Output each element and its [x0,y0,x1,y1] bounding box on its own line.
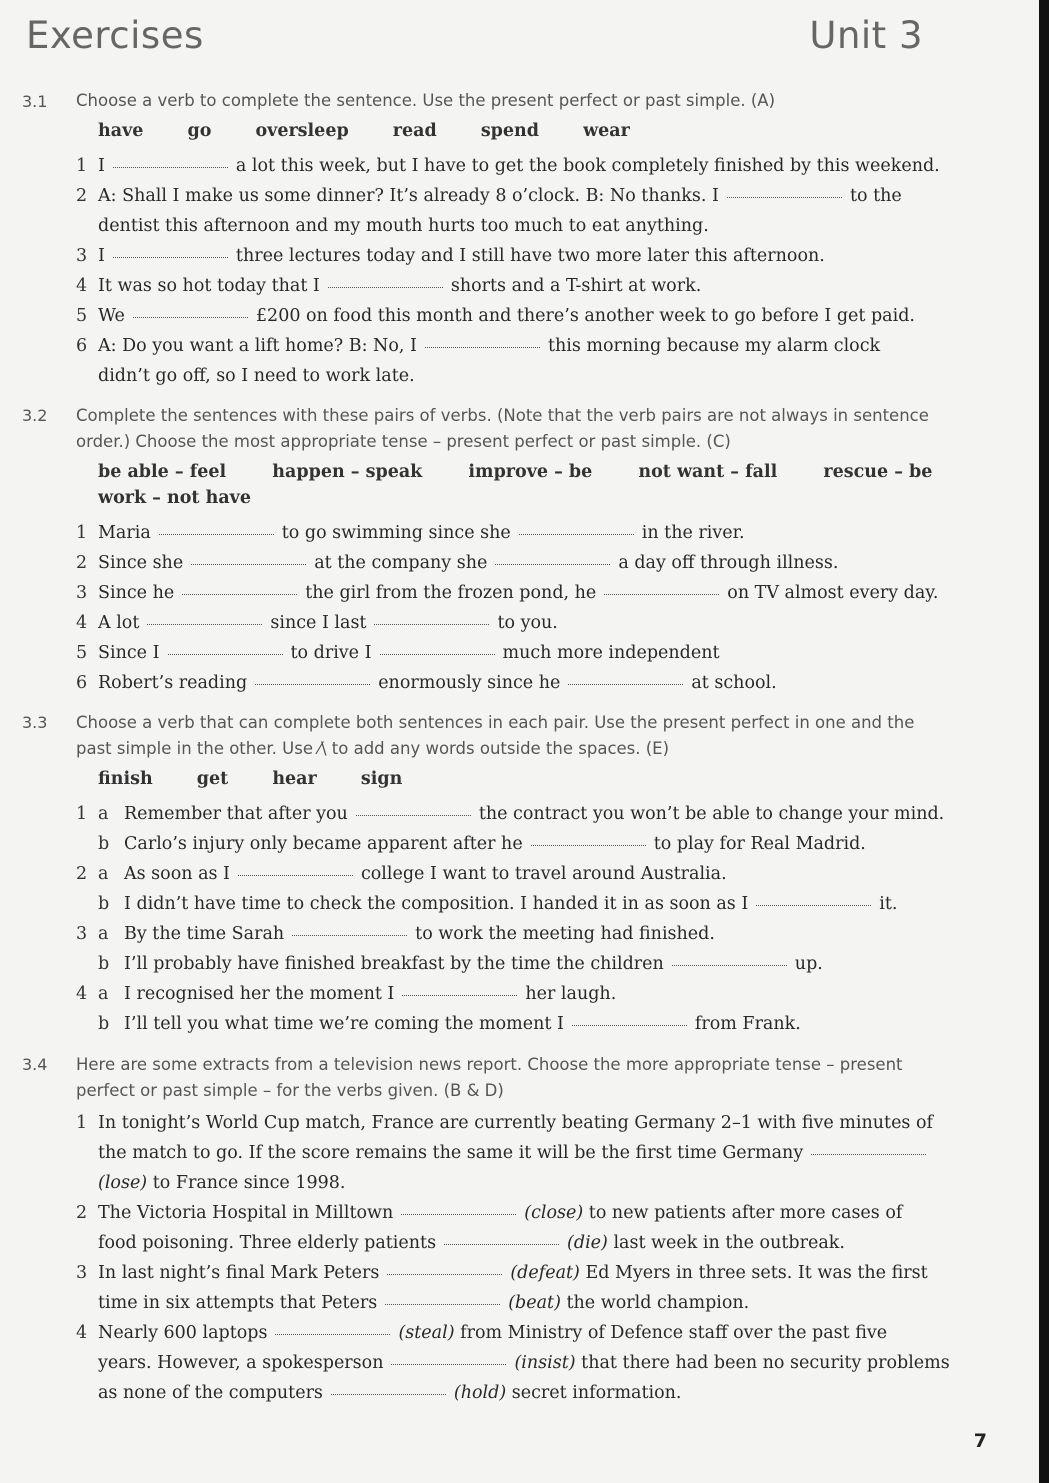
item-number: 4 [76,984,88,1004]
answer-blank[interactable] [113,256,228,258]
item-number: 1 [76,156,88,176]
page-number: 7 [973,1430,987,1452]
item-number: 2 [76,864,88,884]
answer-blank[interactable] [401,1213,516,1215]
sentence-continuation: dentist this afternoon and my mouth hurts too much to eat anything. [98,216,709,236]
answer-blank[interactable] [402,994,517,996]
verb-hint: (steal) [398,1323,455,1343]
answer-blank[interactable] [275,1333,390,1335]
verb-hint: (hold) [453,1383,507,1403]
word-pair: improve – be [468,462,593,482]
sub-letter: b [98,894,110,914]
word: sign [360,769,403,789]
sentence: Since she at the company she a day off through illness. [98,553,839,573]
answer-blank[interactable] [672,964,787,966]
word-box [98,459,972,485]
sentence: We £200 on food this month and there’s another week to go before I get paid. [98,306,915,326]
sentence: the match to go. If the score remains the same it will be the first time Germany [98,1140,934,1166]
word-pair: work – not have [98,488,251,508]
sentence: As soon as I college I want to travel around Australia. [124,864,727,884]
sentence: I three lectures today and I still have two more later this afternoon. [98,246,825,266]
sub-letter: b [98,834,110,854]
verb-hint: (defeat) [510,1263,580,1283]
sentence: A lot since I last to you. [98,613,558,633]
answer-blank[interactable] [444,1243,559,1245]
item-number: 2 [76,1203,88,1223]
word: oversleep [255,121,349,141]
answer-blank[interactable] [572,1024,687,1026]
page-edge [1039,0,1049,1483]
sentence: I didn’t have time to check the composition. I handed it in as soon as I it. [124,894,898,914]
word-pair: be able – feel [98,462,227,482]
sentence: Since he the girl from the frozen pond, he on TV almost every day. [98,583,939,603]
answer-blank[interactable] [255,683,370,685]
answer-blank[interactable] [374,623,489,625]
sentence: Since I to drive I much more independent [98,643,720,663]
word: spend [480,121,539,141]
answer-blank[interactable] [391,1363,506,1365]
exercise-instruction: Choose a verb that can complete both sentences in each pair. Use the present perfect in one and the past simple in the other. Use ⁄\ to add any words outside the spaces. (E) [76,713,915,758]
exercise-instruction: Here are some extracts from a television news report. Choose the more appropriate tense – present perfect or past simple – for the verbs given. (B & D) [76,1055,903,1100]
answer-blank[interactable] [292,934,407,936]
word: finish [98,769,153,789]
sentence: (lose) to France since 1998. [98,1173,346,1193]
word: get [196,769,229,789]
item-number: 3 [76,246,88,266]
sentence: By the time Sarah to work the meeting had finished. [124,924,715,944]
word: wear [583,121,630,141]
word-box-row-2 [98,485,289,511]
answer-blank[interactable] [387,1273,502,1275]
answer-blank[interactable] [328,286,443,288]
verb-hint: (lose) [98,1173,148,1193]
sub-letter: a [98,804,109,824]
answer-blank[interactable] [159,533,274,535]
answer-blank[interactable] [133,316,248,318]
item-number: 2 [76,186,88,206]
exercise-number: 3.4 [22,1055,48,1074]
item-number: 3 [76,924,88,944]
item-number: 3 [76,583,88,603]
exercise-number: 3.3 [22,713,48,732]
sentence: Nearly 600 laptops (steal) from Ministry of Defence staff over the past five [98,1323,888,1343]
word-pair: not want – fall [638,462,778,482]
sentence: as none of the computers (hold) secret information. [98,1383,682,1403]
item-number: 6 [76,336,88,356]
sentence: Remember that after you the contract you won’t be able to change your mind. [124,804,945,824]
sentence: A: Shall I make us some dinner? It’s already 8 o’clock. B: No thanks. I to the [98,186,902,206]
answer-blank[interactable] [425,346,540,348]
verb-hint: (beat) [508,1293,561,1313]
item-number: 2 [76,553,88,573]
sentence: I’ll tell you what time we’re coming the moment I from Frank. [124,1014,801,1034]
answer-blank[interactable] [756,904,871,906]
word-box [98,118,668,144]
sentence: A: Do you want a lift home? B: No, I this morning because my alarm clock [98,336,881,356]
answer-blank[interactable] [519,533,634,535]
answer-blank[interactable] [147,623,262,625]
item-number: 5 [76,643,88,663]
sentence: Maria to go swimming since she in the river. [98,523,745,543]
unit-title: Unit 3 [809,14,923,57]
answer-blank[interactable] [238,874,353,876]
word: hear [272,769,317,789]
sub-letter: a [98,864,109,884]
sub-letter: b [98,1014,110,1034]
item-number: 4 [76,276,88,296]
exercise-instruction: Complete the sentences with these pairs of verbs. (Note that the verb pairs are not always in sentence order.) Choose the most appropriate tense – present perfect or past simple. (C) [76,406,929,451]
item-number: 4 [76,1323,88,1343]
item-number: 4 [76,613,88,633]
sentence: In tonight’s World Cup match, France are currently beating Germany 2–1 with five minutes of [98,1113,933,1133]
exercise-instruction: Choose a verb to complete the sentence. Use the present perfect or past simple. (A) [76,91,776,110]
item-number: 1 [76,1113,88,1133]
answer-blank[interactable] [380,653,495,655]
word-box [98,766,440,792]
word: read [392,121,437,141]
answer-blank[interactable] [182,593,297,595]
sentence: I’ll probably have finished breakfast by the time the children up. [124,954,823,974]
word-pair: happen – speak [272,462,423,482]
answer-blank[interactable] [331,1393,446,1395]
answer-blank[interactable] [811,1153,926,1155]
sentence: Robert’s reading enormously since he at school. [98,673,777,693]
sentence: The Victoria Hospital in Milltown (close) to new patients after more cases of [98,1203,903,1223]
sentence: food poisoning. Three elderly patients (die) last week in the outbreak. [98,1233,845,1253]
sub-letter: b [98,954,110,974]
page-title: Exercises [26,14,204,57]
answer-blank[interactable] [531,844,646,846]
item-number: 6 [76,673,88,693]
answer-blank[interactable] [168,653,283,655]
exercise-number: 3.1 [22,92,48,111]
word-pair: rescue – be [823,462,933,482]
item-number: 1 [76,523,88,543]
verb-hint: (die) [567,1233,608,1253]
answer-blank[interactable] [604,593,719,595]
sub-letter: a [98,984,109,1004]
item-number: 3 [76,1263,88,1283]
item-number: 5 [76,306,88,326]
sentence: time in six attempts that Peters (beat) the world champion. [98,1293,750,1313]
answer-blank[interactable] [385,1303,500,1305]
verb-hint: (close) [524,1203,584,1223]
sentence: Carlo’s injury only became apparent after he to play for Real Madrid. [124,834,866,854]
answer-blank[interactable] [495,563,610,565]
sentence: It was so hot today that I shorts and a T-shirt at work. [98,276,702,296]
item-number: 1 [76,804,88,824]
answer-blank[interactable] [568,683,683,685]
sentence: I recognised her the moment I her laugh. [124,984,617,1004]
answer-blank[interactable] [356,814,471,816]
sentence: I a lot this week, but I have to get the book completely finished by this weekend. [98,156,940,176]
sentence: In last night’s final Mark Peters (defeat) Ed Myers in three sets. It was the first [98,1263,928,1283]
sub-letter: a [98,924,109,944]
sentence-continuation: didn’t go off, so I need to work late. [98,366,415,386]
sentence: years. However, a spokesperson (insist) that there had been no security problems [98,1353,950,1373]
word: go [187,121,212,141]
answer-blank[interactable] [727,196,842,198]
verb-hint: (insist) [514,1353,576,1373]
exercise-number: 3.2 [22,406,48,425]
word: have [98,121,144,141]
answer-blank[interactable] [191,563,306,565]
answer-blank[interactable] [113,166,228,168]
